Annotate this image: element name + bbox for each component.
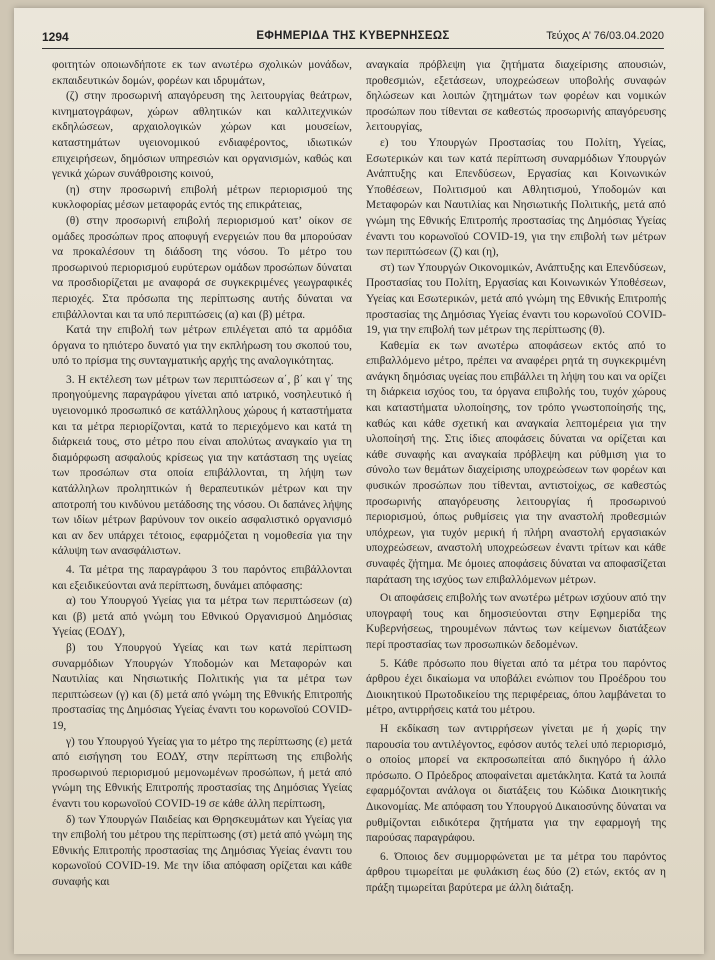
page-number: 1294	[42, 30, 69, 44]
paragraph: α) του Υπουργού Υγείας για τα μέτρα των περιπτώσεων (α) και (β) μετά από γνώμη του Εθνικού Οργανισμού Δημόσιας Υγείας (ΕΟΔΥ),	[52, 595, 352, 639]
paragraph: αναγκαία πρόβλεψη για ζητήματα διαχείρισης απουσιών, προθεσμιών, εξετάσεων, υποχρεώσεων υποβολής συναφών δηλώσεων και λοιπών ζητημάτων των φορέων και νομικών προσώπων που τίθενται σε καθεστώς προσωρινής απαγόρευσης λειτουργίας,	[366, 59, 666, 134]
paragraph: Καθεμία εκ των ανωτέρω αποφάσεων εκτός από το επιβαλλόμενο μέτρο, πρέπει να αναφέρει ρητά τη συγκεκριμένη ανάγκη δημόσιας υγείας που επιβάλλει τη λήψη του και να ορίζει τη διάρκεια ισχύος του, τα όργανα επιβολής του, τυχόν χώρους και καταστήματα υλοποίησης, τον τρόπο γνωστοποίησής της, καθώς και κάθε σχετική και αναγκαία λεπτομέρεια για την υλοποίησή της. Στις ίδιες αποφάσεις δύναται να ορίζεται και κάθε συναφής και αναγκαία πρόβλεψη και ρύθμιση για το σύνολο των θεμάτων διαχείρισης υποχρεώσεων των φορέων και φυσικών προσώπων που τίθενται, αντιστοίχως, σε καθεστώς προσωρινής απαγόρευσης λειτουργίας ή προσωρινού περιορισμού, όπως ρυθμίσεις για την αναστολή προθεσμιών υπόχρεων, για τυχόν μερική ή πλήρη αναστολή εργασιακών υποχρεώσεων, αναστολή υποχρεώσεων έναντι τρίτων και κάθε συναφές ζήτημα. Με όμοιες αποφάσεις δύναται να αποφασίζεται παράταση της ισχύος των επιβαλλόμενων μέτρων.	[366, 339, 666, 586]
gazette-page	[14, 8, 704, 954]
paragraph: ε) του Υπουργών Προστασίας του Πολίτη, Υγείας, Εσωτερικών και των κατά περίπτωση συναρμόδιων Υπουργών Ανάπτυξης και Επενδύσεων, Εργασίας και Κοινωνικών Υποθέσεων, Πολιτισμού και Αθλητισμού, Υποδομών και Μεταφορών και Ναυτιλίας και Νησιωτικής Πολιτικής, μετά από γνώμη της Εθνικής Επιτροπής προστασίας της Δημόσιας Υγείας έναντι του κορωνοϊού COVID-19, για την επιβολή των μέτρων των περιπτώσεων (ζ) και (η),	[366, 136, 666, 259]
paragraph: 4. Τα μέτρα της παραγράφου 3 του παρόντος επιβάλλονται και εξειδικεύονται ανά περίπτωση, δυνάμει απόφασης:	[52, 564, 352, 592]
paragraph: φοιτητών οποιωνδήποτε εκ των ανωτέρω σχολικών μονάδων, εκπαιδευτικών δομών, φορέων και ιδρυμάτων,	[52, 59, 352, 87]
paragraph: 6. Όποιος δεν συμμορφώνεται με τα μέτρα του παρόντος άρθρου τιμωρείται με φυλάκιση έως δύο (2) ετών, εκτός αν η πράξη τιμωρείται βαρύτερα με άλλη διάταξη.	[366, 850, 666, 894]
gazette-title: ΕΦΗΜΕΡΙΔΑ ΤΗΣ ΚΥΒΕΡΝΗΣΕΩΣ	[256, 30, 450, 42]
paragraph: δ) των Υπουργών Παιδείας και Θρησκευμάτων και Υγείας για την επιβολή του μέτρου της περίπτωσης (στ) μετά από γνώμη της Εθνικής Επιτροπής προστασίας της Δημόσιας Υγείας έναντι του κορωνοϊού COVID-19. Με την ίδια απόφαση ορίζεται και κάθε συναφής και	[52, 813, 352, 888]
page-header	[42, 26, 664, 49]
paragraph: γ) του Υπουργού Υγείας για το μέτρο της περίπτωσης (ε) μετά από εισήγηση του ΕΟΔΥ, στην περίπτωση της επιβολής προσωρινού περιορισμού μεμονωμένων προσώπων, ή μετά από γνώμη της Εθνικής Επιτροπής προστασίας της Δημόσιας Υγείας έναντι του κορωνοϊού COVID-19 σε κάθε άλλη περίπτωση,	[52, 735, 352, 810]
paragraph: στ) των Υπουργών Οικονομικών, Ανάπτυξης και Επενδύσεων, Προστασίας του Πολίτη, Εργασίας και Κοινωνικών Υποθέσεων, Υγείας και Εσωτερικών, μετά από γνώμη της Εθνικής Επιτροπής προστασίας της Δημόσιας Υγείας έναντι του κορωνοϊού COVID-19, για την επιβολή των μέτρων της περίπτωσης (θ).	[366, 261, 666, 337]
left-column	[52, 58, 352, 948]
paragraph: Οι αποφάσεις επιβολής των ανωτέρω μέτρων ισχύουν από την υπογραφή τους και δημοσιεύονται στην Εφημερίδα της Κυβερνήσεως, τηρουμένων πάντως των κείμενων διατάξεων περί προστασίας των προσωπικών δεδομένων.	[366, 592, 666, 651]
right-column	[366, 58, 666, 948]
paragraph: Η εκδίκαση των αντιρρήσεων γίνεται με ή χωρίς την παρουσία του αντιλέγοντος, εφόσον αυτός τελεί υπό περιορισμό, ο οποίος μπορεί να εκπροσωπείται από δικηγόρο ή άλλο πρόσωπο. Ο Πρόεδρος αποφαίνεται αμετάκλητα. Κατά τα λοιπά εφαρμόζονται ανάλογα οι διατάξεις του Κώδικα Διοικητικής Δικονομίας. Με απόφαση του Υπουργού Δικαιοσύνης δύναται να ρυθμίζονται ειδικότερα ζητήματα για την εφαρμογή της παρούσας παραγράφου.	[366, 722, 666, 845]
paragraph: (η) στην προσωρινή επιβολή μέτρων περιορισμού της κυκλοφορίας μέσων μεταφοράς εντός της επικράτειας,	[52, 183, 352, 212]
paragraph: (ζ) στην προσωρινή απαγόρευση της λειτουργίας θεάτρων, κινηματογράφων, χώρων αθλητικών και καλλιτεχνικών εκδηλώσεων, αρχαιολογικών χώρων και μουσείων, καταστημάτων υγειονομικού ενδιαφέροντος, ιδιωτικών επιχειρήσεων, δημόσιων υπηρεσιών και οργανισμών, καθώς και γενικά χώρων συνάθροισης κοινού,	[52, 90, 352, 181]
paragraph: 5. Κάθε πρόσωπο που θίγεται από τα μέτρα του παρόντος άρθρου έχει δικαίωμα να υποβάλει ενώπιον του Προέδρου του Διοικητικού Πρωτοδικείου της περιφέρειας, όπου λαμβάνεται το μέτρο, αντιρρήσεις κατά του μέτρου.	[366, 657, 666, 717]
paragraph: β) του Υπουργού Υγείας και των κατά περίπτωση συναρμόδιων Υπουργών Υποδομών και Μεταφορών και Ναυτιλίας και Νησιωτικής Πολιτικής για τα μέτρα των περιπτώσεων (γ) και (δ) μετά από γνώμη της Εθνικής Επιτροπής προστασίας της Δημόσιας Υγείας έναντι του κορωνοϊού COVID-19,	[52, 641, 352, 732]
issue-label: Τεύχος Α’ 76/03.04.2020	[546, 30, 664, 42]
paragraph: 3. Η εκτέλεση των μέτρων των περιπτώσεων α΄, β΄ και γ΄ της προηγούμενης παραγράφου γίνεται από ιατρικό, νοσηλευτικό ή υγειονομικό προσωπικό σε κατάλληλους χώρους ή καταστήματα και τα μέτρα περιορίζονται, κατά το περιεχόμενο και κατά τη διάρκειά τους, στο μέτρο που είναι απολύτως αναγκαίο για τη διαμόρφωση ασφαλούς κρίσεως για την κατάσταση της υγείας των προσώπων στα οποία επιβάλλονται, τη λήψη των κατάλληλων προληπτικών ή θεραπευτικών μέτρων και την αποτροπή του κινδύνου μετάδοσης της νόσου. Οι δαπάνες λήψης των ιδίων μέτρων βαρύνουν τον οικείο ασφαλιστικό οργανισμό και αν δεν υπάρχει τέτοιος, εφαρμόζεται η νομοθεσία για την κάλυψη των ανασφάλιστων.	[52, 373, 352, 558]
paragraph: (θ) στην προσωρινή επιβολή περιορισμού κατ’ οίκον σε ομάδες προσώπων προς αποφυγή ενεργειών που θα μπορούσαν να προκαλέσουν τη διάδοση της νόσου. Το μέτρο του προσωρινού περιορισμού ευρύτερων ομάδων προσώπων δύναται να προσδιορίζεται με αναφορά σε συγκεκριμένες γεωγραφικές περιοχές. Στα πρόσωπα της περίπτωσης αυτής δύναται να επιβάλλονται και τα υπό περιπτώσεις (α) και (β) μέτρα.	[52, 214, 352, 321]
paragraph: Κατά την επιβολή των μέτρων επιλέγεται από τα αρμόδια όργανα το ηπιότερο δυνατό για την εκπλήρωση του σκοπού του, υπό το πρίσμα της συνταγματικής αρχής της αναλογικότητας.	[52, 324, 352, 368]
